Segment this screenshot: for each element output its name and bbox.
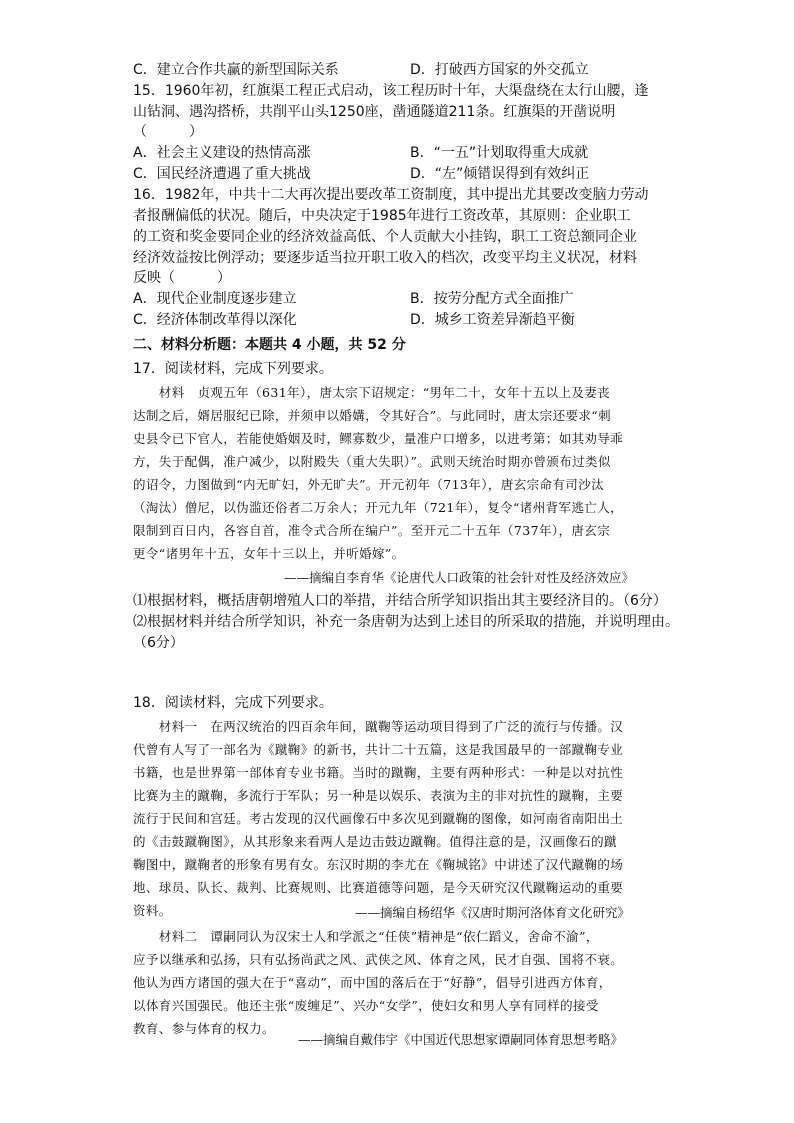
q18-material1-line: 地、球员、队长、裁判、比赛规则、比赛道德等问题，是今天研究汉代蹴鞠运动的重要 [133,880,624,895]
q14-option-d: D．打破西方国家的外交孤立 [410,62,589,78]
q15-stem-line: 15．1960年初，红旗渠工程正式启动，该工程历时十年，大渠盘绕在太行山腰，逢 [133,83,649,99]
q18-material1-line: 鞠图中，蹴鞠者的形象有男有女。东汉时期的李尤在《鞠城铭》中讲述了汉代蹴鞠的场 [133,857,624,872]
q16-stem-line: 16．1982年，中共十二大再次提出要改革工资制度，其中提出尤其要改变脑力劳动 [133,187,649,203]
q15-option-d: D．“左”倾错误得到有效纠正 [410,166,590,182]
q17-subquestion-2-score: （6分） [133,635,184,651]
q17-material-line: 的诏令，力图做到“内无旷妇，外无旷夫”。开元初年（713年），唐玄宗命有司沙汰 [133,477,604,492]
q17-subquestion-1: ⑴根据材料，概括唐朝增殖人口的举措，并结合所学知识指出其主要经济目的。（6分） [133,593,667,609]
q17-material-line: 方，失于配偶，准户减少，以附殿失（重大失职）”。武则天统治时期亦曾颁布过类似 [133,454,611,469]
q18-source2: ——摘编自戴伟宇《中国近代思想家谭嗣同体育思想考略》 [298,1032,624,1047]
q15-option-b: B．“一五”计划取得重大成就 [410,145,589,161]
q15-option-c: C．国民经济遭遇了重大挑战 [133,166,311,182]
q17-material-line: 更令“诸男年十五，女年十三以上，并听婚嫁”。 [133,546,405,561]
q18-material2-line: 材料二 谭嗣同认为汉宋士人和学派之“任侠”精神是“依仁蹈义，舍命不渝”， [133,929,599,944]
q16-stem-line: 的工资和奖金要同企业的经济效益高低、个人贡献大小挂钩，职工工资总额同企业 [133,229,637,245]
q18-material1-line: 比赛为主的蹴鞠，多流行于军队；另一种是以娱乐、表演为主的非对抗性的蹴鞠，主要 [133,788,624,803]
q17-subquestion-2: ⑵根据材料并结合所学知识，补充一条唐朝为达到上述目的所采取的措施，并说明理由。 [133,614,679,630]
q18-material2-line: 教育、参与体育的权力。 [133,1021,275,1036]
q17-material-line: 史县令已下官人，若能使婚姻及时，鳏寡数少，量准户口增多，以进考第；如其劝导乖 [133,431,624,446]
q15-option-a: A．社会主义建设的热情高涨 [133,145,311,161]
q18-intro: 18．阅读材料，完成下列要求。 [133,695,333,711]
q16-option-a: A．现代企业制度逐步建立 [133,291,297,307]
q16-stem-line: 经济效益按比例浮动；要逐步适当拉开职工收入的档次，改变平均主义状况，材料 [133,250,637,266]
q18-material1-line: 材料一 在两汉统治的四百余年间，蹴鞠等运动项目得到了广泛的流行与传播。汉 [133,719,624,734]
q18-material1-line: 的《击鼓蹴鞠图》，从其形象来看两人是边击鼓边蹴鞠。值得注意的是，汉画像石的蹴 [133,834,617,849]
q16-option-d: D．城乡工资差异渐趋平衡 [410,312,575,328]
q17-material-line: （淘汰）僧尼，以伪滥还俗者二万余人；开元九年（721年），复令“诸州背军逃亡人， [133,500,624,515]
q15-stem-line: 山钻洞、遇沟搭桥，共削平山头1250座，凿通隧道211条。红旗渠的开凿说明 [133,104,616,120]
q18-material1-line: 代曾有人写了一部名为《蹴鞠》的新书，共计二十五篇，这是我国最早的一部蹴鞠专业 [133,742,624,757]
q16-option-c: C．经济体制改革得以深化 [133,312,297,328]
q16-stem-line: 反映（ ） [133,270,231,286]
q17-material-line: 达制之后，婿居服纪已除，并须申以婚媾，令其好合”。与此同时，唐太宗还要求“刺 [133,408,611,423]
q18-source1: ——摘编自杨绍华《汉唐时期河洛体育文化研究》 [355,905,631,920]
q18-material1-line: 资料。 [133,903,172,918]
q15-stem-line: （ ） [133,124,203,140]
q17-source: ——摘编自李育华《论唐代人口政策的社会针对性及经济效应》 [284,570,635,585]
q16-option-b: B．按劳分配方式全面推广 [410,291,574,307]
section-heading: 二、材料分析题：本题共 4 小题，共 52 分 [133,337,406,353]
q18-material2-line: 以体育兴国强民。他还主张“废缠足”、兴办“女学”，使妇女和男人享有同样的接受 [133,998,599,1013]
q14-option-c: C．建立合作共赢的新型国际关系 [133,62,339,78]
q18-material1-line: 书籍，也是世界第一部体育专业书籍。当时的蹴鞠，主要有两种形式：一种是以对抗性 [133,765,624,780]
q18-material1-line: 流行于民间和宫廷。考古发现的汉代画像石中多次见到蹴鞠的图像，如河南省南阳出土 [133,811,624,826]
q17-material-line: 限制到百日内，各容自首，准令式合所在编户”。至开元二十五年（737年），唐玄宗 [133,523,611,538]
q18-material2-line: 他认为西方诸国的强大在于“喜动”，而中国的落后在于“好静”，倡导引进西方体育， [133,975,612,990]
q17-material-line: 材料 贞观五年（631年），唐太宗下诏规定：“男年二十，女年十五以上及妻丧 [133,385,611,400]
q18-material2-line: 应予以继承和弘扬，只有弘扬尚武之风、武侠之风、体育之风，民才自强、国将不衰。 [133,952,624,967]
q17-intro: 17．阅读材料，完成下列要求。 [133,361,333,377]
q16-stem-line: 者报酬偏低的状况。随后，中央决定于1985年进行工资改革，其原则：企业职工 [133,208,631,224]
